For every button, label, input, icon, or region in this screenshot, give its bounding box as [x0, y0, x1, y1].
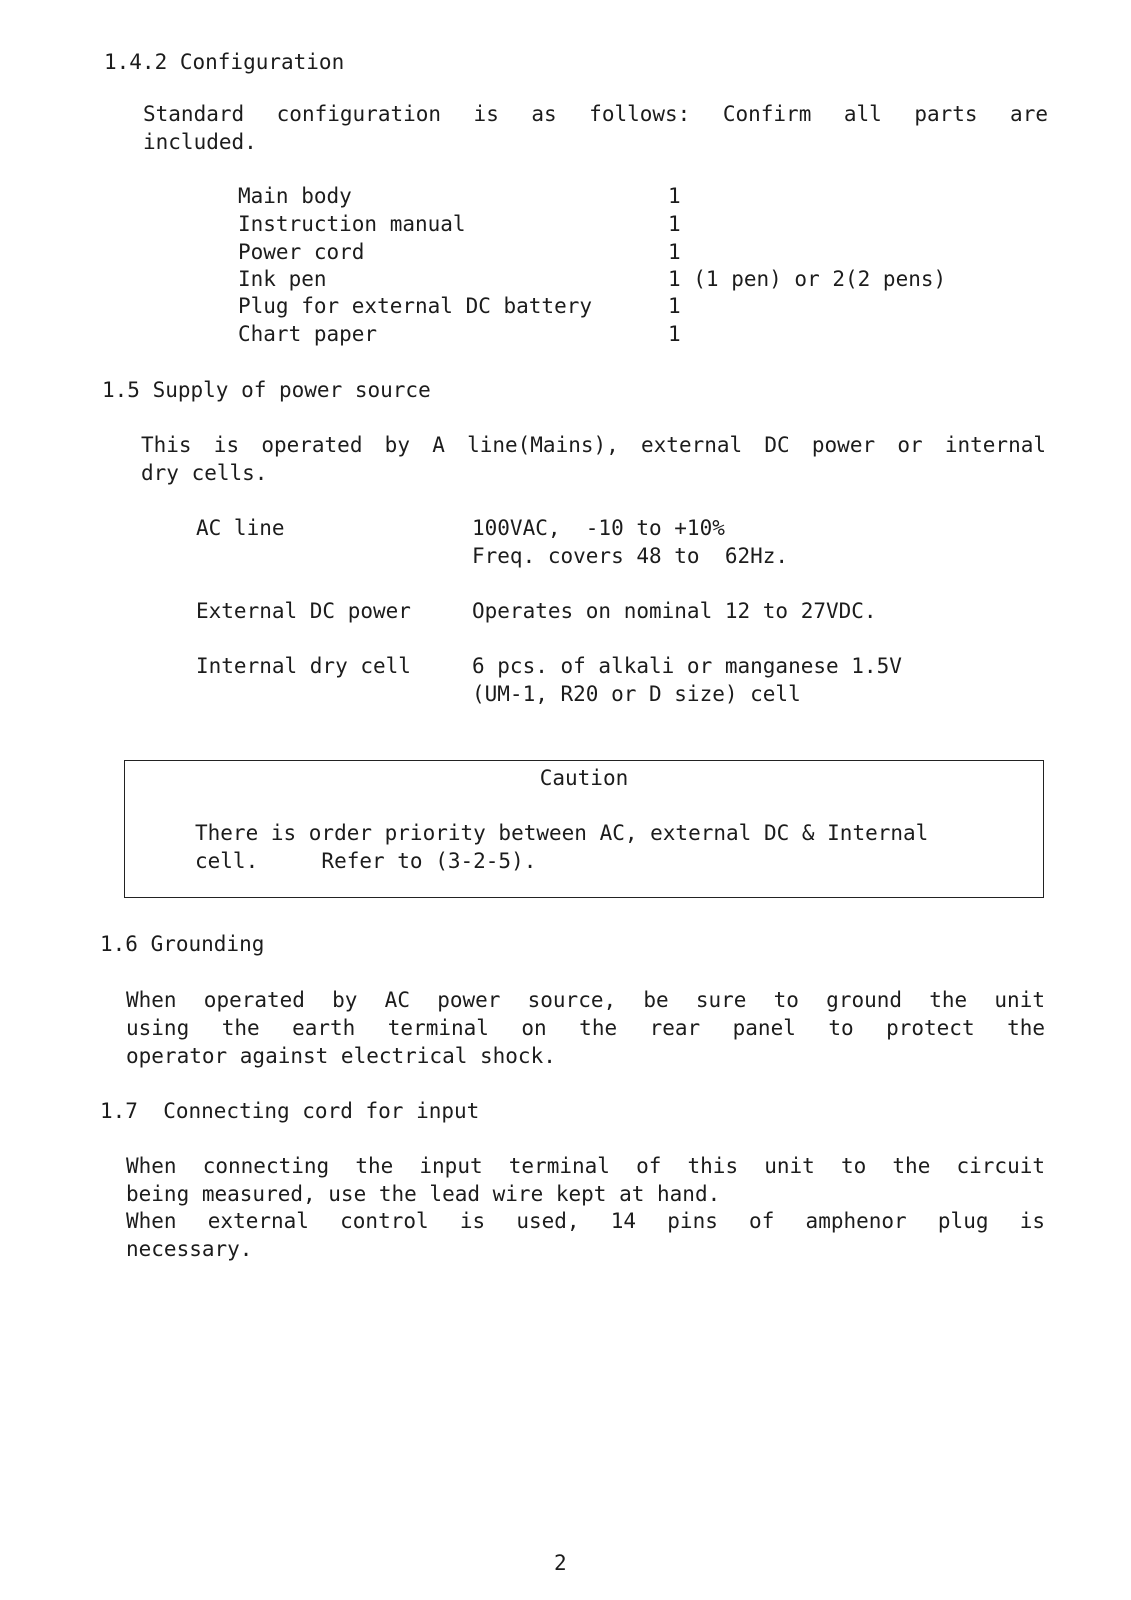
- caution-title: Caution: [539, 766, 629, 790]
- parts-item-name: Instruction manual: [238, 212, 466, 236]
- input-cord-line4: necessary.: [126, 1237, 253, 1261]
- power-source-spec: 6 pcs. of alkali or manganese 1.5V: [472, 654, 902, 678]
- power-source-name: Internal dry cell: [196, 654, 411, 678]
- grounding-line2: using the earth terminal on the rear panel to protect the: [126, 1016, 1045, 1040]
- page-number: 2: [554, 1551, 567, 1575]
- power-source-name: External DC power: [196, 599, 411, 623]
- caution-line1: There is order priority between AC, external DC & Internal: [195, 821, 929, 845]
- parts-item-qty: 1: [668, 240, 681, 264]
- input-cord-line1: When connecting the input terminal of this unit to the circuit: [126, 1154, 1045, 1178]
- parts-item-name: Plug for external DC battery: [238, 294, 593, 318]
- parts-item-qty: 1 (1 pen) or 2(2 pens): [668, 267, 947, 291]
- parts-item-name: Main body: [238, 184, 352, 208]
- input-cord-line2: being measured, use the lead wire kept at hand.: [126, 1182, 721, 1206]
- parts-item-name: Power cord: [238, 240, 365, 264]
- power-supply-intro-line1: This is operated by A line(Mains), external DC power or internal: [141, 433, 1046, 457]
- input-cord-line3: When external control is used, 14 pins of amphenor plug is: [126, 1209, 1045, 1233]
- power-source-name: AC line: [196, 516, 285, 540]
- section-heading-power-supply: 1.5 Supply of power source: [102, 378, 431, 402]
- power-source-spec: Freq. covers 48 to 62Hz.: [472, 544, 789, 568]
- configuration-intro-line1: Standard configuration is as follows: Confirm all parts are: [143, 102, 1048, 126]
- grounding-line3: operator against electrical shock.: [126, 1044, 556, 1068]
- power-source-spec: Operates on nominal 12 to 27VDC.: [472, 599, 877, 623]
- parts-item-qty: 1: [668, 212, 681, 236]
- parts-item-name: Ink pen: [238, 267, 327, 291]
- power-supply-intro-line2: dry cells.: [141, 461, 268, 485]
- section-heading-input-cord: 1.7 Connecting cord for input: [100, 1099, 480, 1123]
- section-heading-grounding: 1.6 Grounding: [100, 932, 265, 956]
- configuration-intro-line2: included.: [143, 130, 257, 154]
- power-source-spec: 100VAC, -10 to +10%: [472, 516, 725, 540]
- parts-item-qty: 1: [668, 294, 681, 318]
- power-source-spec: (UM-1, R20 or D size) cell: [472, 682, 801, 706]
- grounding-line1: When operated by AC power source, be sure to ground the unit: [126, 988, 1045, 1012]
- parts-item-name: Chart paper: [238, 322, 378, 346]
- section-heading-configuration: 1.4.2 Configuration: [104, 50, 345, 74]
- parts-item-qty: 1: [668, 322, 681, 346]
- caution-line2: cell. Refer to (3-2-5).: [195, 849, 537, 873]
- parts-item-qty: 1: [668, 184, 681, 208]
